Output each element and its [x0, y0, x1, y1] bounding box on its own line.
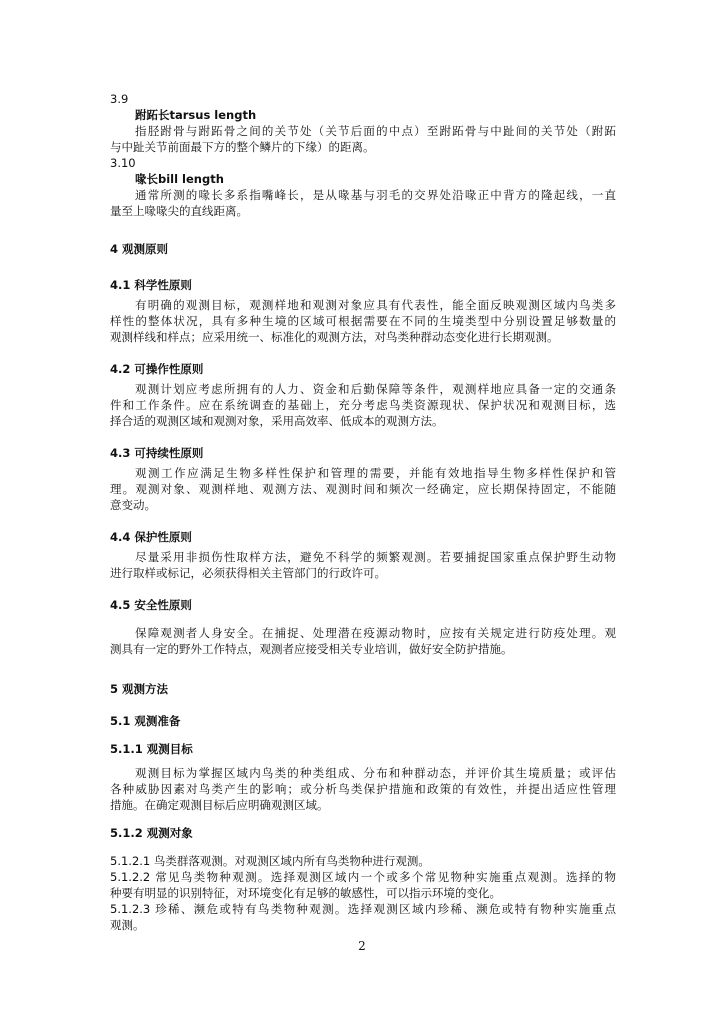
heading-line: 4.2 可操作性原则: [110, 362, 204, 376]
section-p511: [110, 765, 616, 813]
text-line: 尽量采用非损伤性取样方法，避免不科学的频繁观测。若要捕捉国家重点保护野生动物: [135, 550, 616, 564]
text-line: 理。观测对象、观测样地、观测方法、观测时间和频次一经确定，应长期保持固定，不能随: [110, 482, 616, 496]
heading-line: 5.1.1 观测目标: [110, 742, 193, 756]
section-h511: [110, 741, 616, 757]
text-line: 样性的整体状况，具有多种生境的区域可根据需要在不同的生境类型中分别设置足够数量的: [110, 314, 616, 328]
text-line: 5.1.2.1 鸟类群落观测。对观测区域内所有鸟类物种进行观测。: [110, 854, 430, 868]
text-line: 有明确的观测目标，观测样地和观测对象应具有代表性，能全面反映观测区域内鸟类多: [135, 298, 616, 312]
text-line: 各种威胁因素对鸟类产生的影响；或分析鸟类保护措施和政策的有效性，并提出适应性管理: [110, 782, 616, 796]
section-p512: [110, 853, 616, 933]
section-p45: [110, 625, 616, 657]
section-h45: [110, 597, 616, 613]
section-h51: [110, 713, 616, 729]
section-p41: [110, 297, 616, 345]
heading-line: 4.3 可持续性原则: [110, 446, 204, 460]
heading-line: 4.5 安全性原则: [110, 598, 192, 612]
section-s310: [110, 155, 616, 219]
text-line: 件和工作条件。应在系统调查的基础上，充分考虑鸟类资源现状、保护状况和观测目标，选: [110, 398, 616, 412]
text-line: 观测工作应满足生物多样性保护和管理的需要，并能有效地指导生物多样性保护和管: [135, 466, 616, 480]
text-line: 测具有一定的野外工作特点，观测者应接受相关专业培训，做好安全防护措施。: [110, 642, 513, 656]
section-h43: [110, 445, 616, 461]
heading-line: 跗跖长tarsus length: [135, 108, 257, 122]
section-s39: [110, 91, 616, 155]
text-line: 与中趾关节前面最下方的整个鳞片的下缘）的距离。: [110, 140, 375, 154]
heading-line: 5.1.2 观测对象: [110, 826, 193, 840]
section-h41: [110, 277, 616, 293]
section-p42: [110, 381, 616, 429]
text-line: 种要有明显的识别特征，对环境变化有足够的敏感性，可以指示环境的变化。: [110, 886, 501, 900]
text-line: 观测目标为掌握区域内鸟类的种类组成、分布和种群动态，并评价其生境质量；或评估: [135, 766, 616, 780]
heading-line: 5 观测方法: [110, 682, 169, 696]
text-line: 通常所测的喙长多系指嘴峰长，是从喙基与羽毛的交界处沿喙正中背方的隆起线，一直: [135, 188, 616, 202]
section-h512: [110, 825, 616, 841]
text-line: 进行取样或标记，必须获得相关主管部门的行政许可。: [110, 566, 386, 580]
text-line: 择合适的观测区域和观测对象，采用高效率、低成本的观测方法。: [110, 414, 444, 428]
section-p44: [110, 549, 616, 581]
section-h5: [110, 681, 616, 697]
text-line: 措施。在确定观测目标后应明确观测区域。: [110, 798, 329, 812]
section-h44: [110, 529, 616, 545]
page-number: 2: [358, 939, 366, 953]
text-line: 3.10: [110, 156, 136, 170]
heading-line: 4 观测原则: [110, 242, 169, 256]
text-line: 观测。: [110, 918, 145, 932]
text-line: 量至上喙喙尖的直线距离。: [110, 204, 248, 218]
text-line: 5.1.2.3 珍稀、濒危或特有鸟类物种观测。选择观测区域内珍稀、濒危或特有物种实施重点: [110, 902, 616, 916]
heading-line: 4.4 保护性原则: [110, 530, 192, 544]
text-line: 3.9: [110, 92, 129, 106]
text-line: 指胫跗骨与跗跖骨之间的关节处（关节后面的中点）至跗跖骨与中趾间的关节处（跗跖: [135, 124, 616, 138]
text-line: 保障观测者人身安全。在捕捉、处理潜在疫源动物时，应按有关规定进行防疫处理。观: [135, 626, 616, 640]
heading-line: 4.1 科学性原则: [110, 278, 192, 292]
heading-line: 5.1 观测准备: [110, 714, 181, 728]
section-p43: [110, 465, 616, 513]
text-line: 5.1.2.2 常见鸟类物种观测。选择观测区域内一个或多个常见物种实施重点观测。选择的物: [110, 870, 616, 884]
text-line: 观测计划应考虑所拥有的人力、资金和后勤保障等条件，观测样地应具备一定的交通条: [135, 382, 616, 396]
section-h42: [110, 361, 616, 377]
text-line: 观测样线和样点；应采用统一、标准化的观测方法，对鸟类种群动态变化进行长期观测。: [110, 330, 559, 344]
heading-line: 喙长bill length: [135, 172, 224, 186]
text-line: 意变动。: [110, 498, 156, 512]
section-h4: [110, 241, 616, 257]
